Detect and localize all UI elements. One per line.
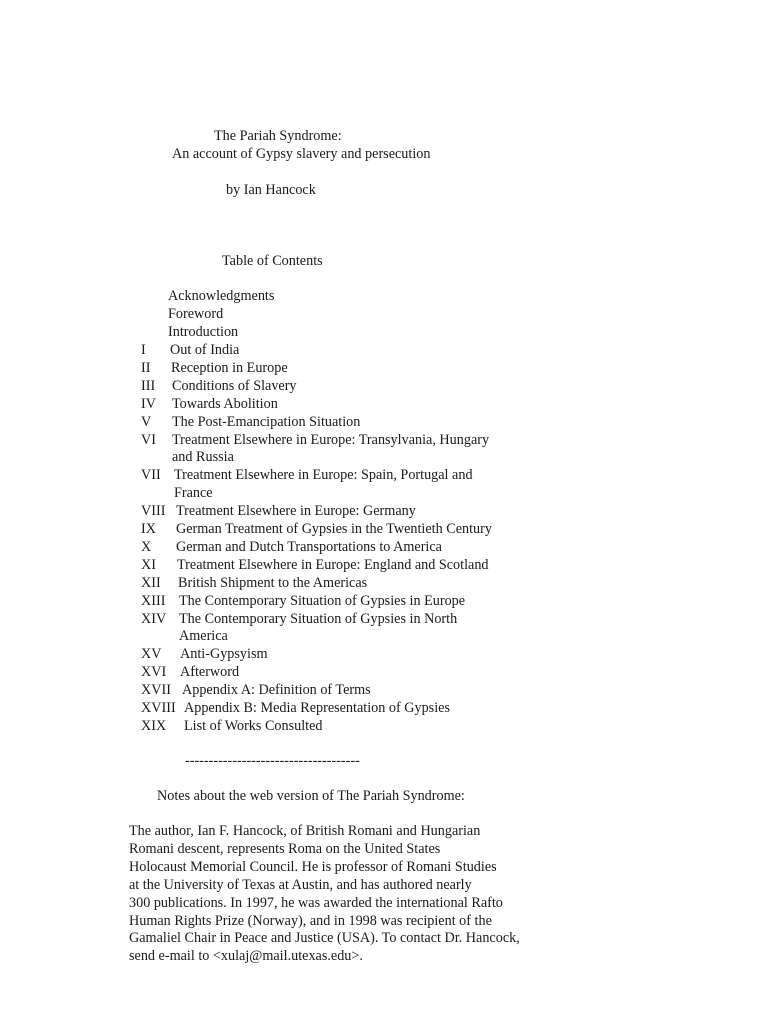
toc-chapter-title: Reception in Europe: [171, 359, 288, 376]
notes-body-line: Holocaust Memorial Council. He is professor of Romani Studies: [129, 858, 497, 875]
notes-heading: Notes about the web version of The Pariah Syndrome:: [157, 788, 465, 804]
toc-chapter-title: The Contemporary Situation of Gypsies in North: [179, 610, 458, 627]
author-byline: by Ian Hancock: [226, 182, 316, 198]
toc-item-introduction: Introduction: [168, 324, 239, 340]
toc-chapter-title: The Post-Emancipation Situation: [172, 413, 361, 430]
document-subtitle: An account of Gypsy slavery and persecution: [172, 146, 431, 162]
toc-chapter-title: German and Dutch Transportations to America: [176, 538, 442, 555]
toc-chapter-number: VIII: [141, 503, 166, 520]
separator-line: -------------------------------------: [185, 753, 360, 769]
toc-chapter-number: XIII: [141, 592, 166, 609]
toc-chapter-title: British Shipment to the Americas: [178, 574, 368, 591]
toc-item-acknowledgments: Acknowledgments: [168, 288, 275, 304]
toc-item-foreword: Foreword: [168, 306, 224, 322]
toc-heading: Table of Contents: [222, 253, 323, 269]
toc-chapter-number: XII: [141, 574, 161, 591]
toc-chapter-title: Conditions of Slavery: [172, 377, 297, 394]
toc-chapter-title: Towards Abolition: [172, 395, 278, 412]
toc-chapter-title: Appendix B: Media Representation of Gypsies: [184, 700, 450, 716]
toc-chapter-title: Anti-Gypsyism: [180, 646, 268, 663]
toc-chapter-number: XVIII: [141, 700, 176, 716]
toc-chapter-number: XVII: [141, 682, 171, 699]
toc-chapter-title: Afterword: [180, 664, 240, 681]
toc-chapter-number: I: [141, 342, 146, 358]
toc-chapter-number: XVI: [141, 664, 167, 681]
toc-chapter-title: America: [179, 628, 228, 645]
toc-chapter-number: XI: [141, 556, 156, 573]
toc-chapter-number: III: [141, 377, 156, 394]
toc-chapter-title: Treatment Elsewhere in Europe: Spain, Portugal and: [174, 467, 473, 484]
toc-chapter-number: V: [141, 413, 152, 430]
toc-chapter-number: XIV: [141, 610, 167, 627]
notes-body-line: 300 publications. In 1997, he was awarded the international Rafto: [129, 894, 503, 911]
toc-chapter-title: German Treatment of Gypsies in the Twentieth Century: [176, 521, 492, 537]
document-title: The Pariah Syndrome:: [214, 128, 342, 144]
notes-body-line: at the University of Texas at Austin, and has authored nearly: [129, 876, 472, 893]
toc-chapter-number: XIX: [141, 717, 167, 734]
toc-chapter-number: VII: [141, 467, 161, 484]
toc-chapter-number: VI: [141, 431, 156, 448]
toc-chapter-number: X: [141, 538, 152, 555]
toc-chapter-title: List of Works Consulted: [184, 717, 323, 734]
notes-body-line: Romani descent, represents Roma on the United States: [129, 840, 441, 857]
toc-chapter-title: Out of India: [170, 342, 240, 358]
toc-chapter-title: Treatment Elsewhere in Europe: Transylvania, Hungary: [172, 431, 490, 448]
toc-chapter-title: and Russia: [172, 449, 234, 466]
toc-chapter-title: The Contemporary Situation of Gypsies in Europe: [179, 592, 466, 609]
toc-chapter-number: XV: [141, 646, 162, 663]
notes-body-line: Gamaliel Chair in Peace and Justice (USA). To contact Dr. Hancock,: [129, 930, 520, 947]
notes-body-line: Human Rights Prize (Norway), and in 1998 was recipient of the: [129, 912, 492, 929]
toc-chapter-number: IX: [141, 521, 156, 537]
toc-chapter-number: IV: [141, 395, 156, 412]
notes-body-line: send e-mail to <xulaj@mail.utexas.edu>.: [129, 948, 363, 965]
toc-chapter-title: Treatment Elsewhere in Europe: England and Scotland: [177, 556, 489, 573]
notes-body-line: The author, Ian F. Hancock, of British Romani and Hungarian: [129, 823, 481, 839]
toc-chapter-title: Treatment Elsewhere in Europe: Germany: [176, 503, 416, 520]
toc-chapter-title: France: [174, 485, 213, 502]
toc-chapter-number: II: [141, 359, 151, 376]
toc-chapter-title: Appendix A: Definition of Terms: [182, 682, 371, 699]
